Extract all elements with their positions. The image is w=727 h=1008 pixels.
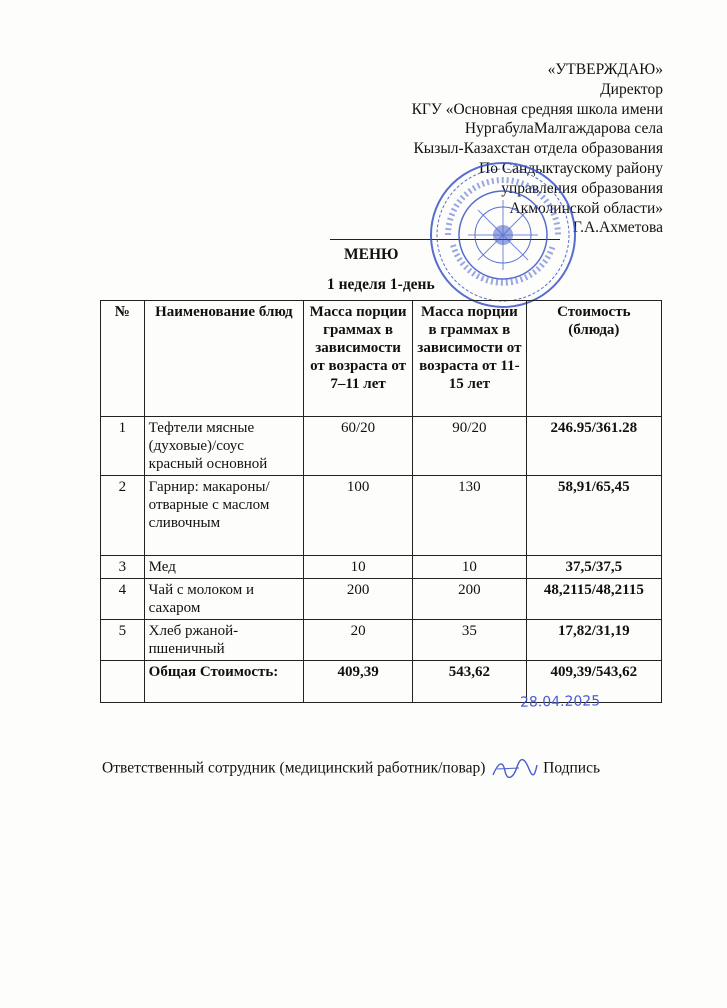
approval-heading: «УТВЕРЖДАЮ»	[547, 61, 663, 78]
row-number: 4	[101, 579, 145, 620]
row-number: 1	[101, 417, 145, 476]
approval-org-line: По Сандыктаускому району	[479, 159, 663, 177]
table-header-row	[101, 301, 662, 417]
total-label: Общая Стоимость:	[144, 661, 303, 703]
approval-org-line: НургабулаМалгаждарова села	[464, 120, 663, 138]
mass-7-11: 100	[304, 476, 413, 556]
approval-position: Директор	[600, 80, 663, 98]
approval-org-line: Акмолинской области»	[509, 199, 663, 217]
official-stamp-icon	[428, 160, 578, 310]
menu-table	[100, 300, 662, 703]
dish-name: Мед	[144, 556, 303, 579]
mass-11-15: 130	[413, 476, 527, 556]
mass-7-11: 200	[304, 579, 413, 620]
approval-org-line: Кызыл-Казахстан отдела образования	[413, 140, 663, 158]
dish-cost: 246.95/361.28	[526, 417, 661, 476]
menu-title: МЕНЮ	[344, 246, 399, 263]
table-row	[101, 579, 662, 620]
dish-name: Хлеб ржаной-пшеничный	[144, 620, 303, 661]
row-number: 2	[101, 476, 145, 556]
header-mass-7-11: Масса порции граммах в зависимости от возраста от 7–11 лет	[304, 301, 413, 417]
table-row	[101, 556, 662, 579]
dish-name: Чай с молоком и сахаром	[144, 579, 303, 620]
dish-name: Тефтели мясные (духовые)/соус красный основной	[144, 417, 303, 476]
footer-sign-label: Подпись	[543, 759, 601, 777]
table-row	[101, 417, 662, 476]
mass-11-15: 35	[413, 620, 527, 661]
row-number: 3	[101, 556, 145, 579]
mass-7-11: 10	[304, 556, 413, 579]
dish-cost: 17,82/31,19	[526, 620, 661, 661]
total-mass-7-11: 409,39	[304, 661, 413, 703]
header-mass-11-15: Масса порции в граммах в зависимости от возраста от 11-15 лет	[413, 301, 527, 417]
footer-text: Ответственный сотрудник (медицинский работник/повар)	[102, 759, 486, 777]
approval-org-line: КГУ «Основная средняя школа имени	[411, 100, 663, 118]
footer-responsible	[102, 757, 600, 781]
mass-11-15: 90/20	[413, 417, 527, 476]
row-number: 5	[101, 620, 145, 661]
mass-7-11: 60/20	[304, 417, 413, 476]
handwritten-signature-icon	[489, 757, 539, 781]
approval-org-line: управления образования	[501, 179, 663, 197]
total-empty-cell	[101, 661, 145, 703]
mass-11-15: 10	[413, 556, 527, 579]
header-cost: Стоимость (блюда)	[526, 301, 661, 417]
dish-name: Гарнир: макароны/отварные с маслом сливочным	[144, 476, 303, 556]
dish-cost: 37,5/37,5	[526, 556, 661, 579]
menu-subtitle: 1 неделя 1-день	[327, 276, 435, 293]
dish-cost: 48,2115/48,2115	[526, 579, 661, 620]
total-mass-11-15: 543,62	[413, 661, 527, 703]
table-row	[101, 476, 662, 556]
table-row	[101, 620, 662, 661]
dish-cost: 58,91/65,45	[526, 476, 661, 556]
mass-7-11: 20	[304, 620, 413, 661]
approval-director-name: Г.А.Ахметова	[572, 219, 663, 237]
total-cost: 409,39/543,62	[526, 661, 661, 703]
header-dish-name: Наименование блюд	[144, 301, 303, 417]
mass-11-15: 200	[413, 579, 527, 620]
handwritten-date: 28.04.2025	[519, 693, 601, 711]
header-number: №	[101, 301, 145, 417]
